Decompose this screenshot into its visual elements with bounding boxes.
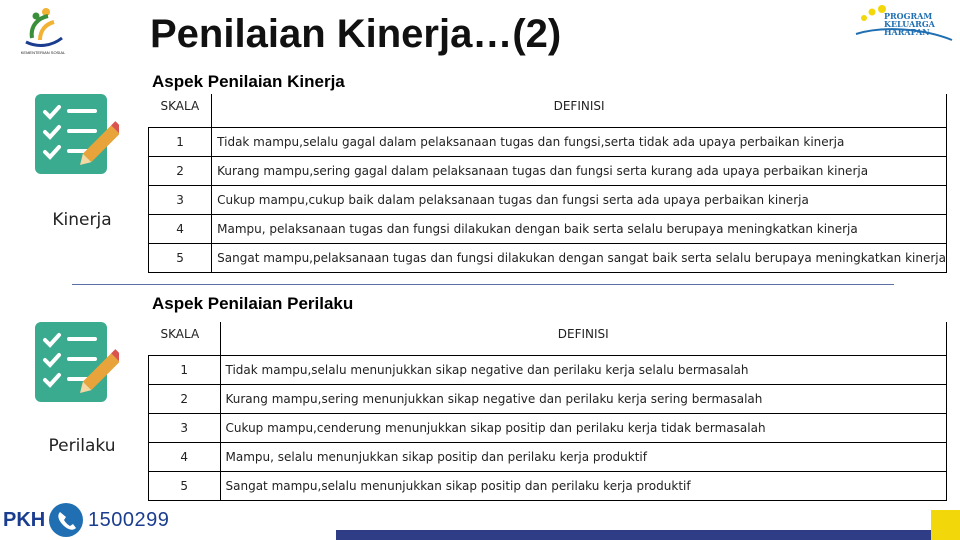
definition-cell: Kurang mampu,sering gagal dalam pelaksanaan tugas dan fungsi serta kurang ada upaya perbaikan kinerja (212, 157, 947, 186)
logo-left-caption: KEMENTERIAN SOSIAL (20, 50, 66, 55)
perilaku-table (148, 322, 947, 501)
logo-right-caption (884, 12, 935, 36)
hotline-number: 1500299 (88, 509, 170, 531)
side-label-perilaku: Perilaku (48, 436, 116, 456)
scale-cell: 2 (149, 157, 212, 186)
kementerian-sosial-logo (8, 4, 78, 62)
scale-cell: 3 (149, 414, 221, 443)
scale-cell: 5 (149, 472, 221, 501)
table-row (149, 186, 947, 215)
section-title-kinerja: Aspek Penilaian Kinerja (152, 72, 345, 91)
scale-cell: 5 (149, 244, 212, 273)
phone-icon (48, 502, 84, 538)
definition-cell: Cukup mampu,cukup baik dalam pelaksanaan tugas dan fungsi serta ada upaya perbaikan kinerja (212, 186, 947, 215)
section-title-perilaku: Aspek Penilaian Perilaku (152, 294, 354, 313)
table-row (149, 215, 947, 244)
pkh-program-logo (852, 4, 956, 52)
definition-cell: Tidak mampu,selalu menunjukkan sikap negative dan perilaku kerja selalu bermasalah (220, 356, 947, 385)
column-header-definition: DEFINISI (220, 322, 947, 356)
column-header-scale: SKALA (149, 322, 221, 356)
footer-blue-bar (336, 530, 932, 540)
table-row (149, 157, 947, 186)
definition-cell: Tidak mampu,selalu gagal dalam pelaksanaan tugas dan fungsi,serta tidak ada upaya perbaikan kinerja (212, 128, 947, 157)
table-header-row (149, 94, 947, 128)
side-label-kinerja: Kinerja (52, 210, 112, 230)
section-divider (72, 284, 894, 285)
table-row (149, 443, 947, 472)
footer-yellow-block (931, 510, 960, 540)
table-row (149, 244, 947, 273)
column-header-definition: DEFINISI (212, 94, 947, 128)
page-title: Penilaian Kinerja…(2) (150, 12, 562, 56)
table-row (149, 414, 947, 443)
definition-cell: Sangat mampu,selalu menunjukkan sikap positip dan perilaku kerja produktif (220, 472, 947, 501)
column-header-scale: SKALA (149, 94, 212, 128)
definition-cell: Mampu, selalu menunjukkan sikap positip dan perilaku kerja produktif (220, 443, 947, 472)
checklist-pencil-icon (35, 94, 119, 180)
logo-right-line-3: HARAPAN (884, 27, 930, 37)
scale-cell: 2 (149, 385, 221, 414)
logo-right-line-2: KELUARGA (884, 19, 935, 29)
table-row (149, 356, 947, 385)
pkh-letters: PKH (3, 509, 46, 531)
definition-cell: Sangat mampu,pelaksanaan tugas dan fungsi dilakukan dengan sangat baik serta selalu berupaya meningkatkan kinerja (212, 244, 947, 273)
scale-cell: 4 (149, 215, 212, 244)
table-row (149, 128, 947, 157)
checklist-pencil-icon (35, 322, 119, 408)
table-row (149, 472, 947, 501)
definition-cell: Cukup mampu,cenderung menunjukkan sikap positip dan perilaku kerja tidak bermasalah (220, 414, 947, 443)
scale-cell: 1 (149, 128, 212, 157)
scale-cell: 4 (149, 443, 221, 472)
table-header-row (149, 322, 947, 356)
scale-cell: 3 (149, 186, 212, 215)
table-row (149, 385, 947, 414)
pkh-hotline-logo (0, 500, 175, 538)
scale-cell: 1 (149, 356, 221, 385)
definition-cell: Mampu, pelaksanaan tugas dan fungsi dilakukan dengan baik serta selalu berupaya meningkatkan kinerja (212, 215, 947, 244)
kinerja-table (148, 94, 947, 273)
logo-right-line-1: PROGRAM (884, 11, 933, 21)
definition-cell: Kurang mampu,sering menunjukkan sikap negative dan perilaku kerja sering bermasalah (220, 385, 947, 414)
